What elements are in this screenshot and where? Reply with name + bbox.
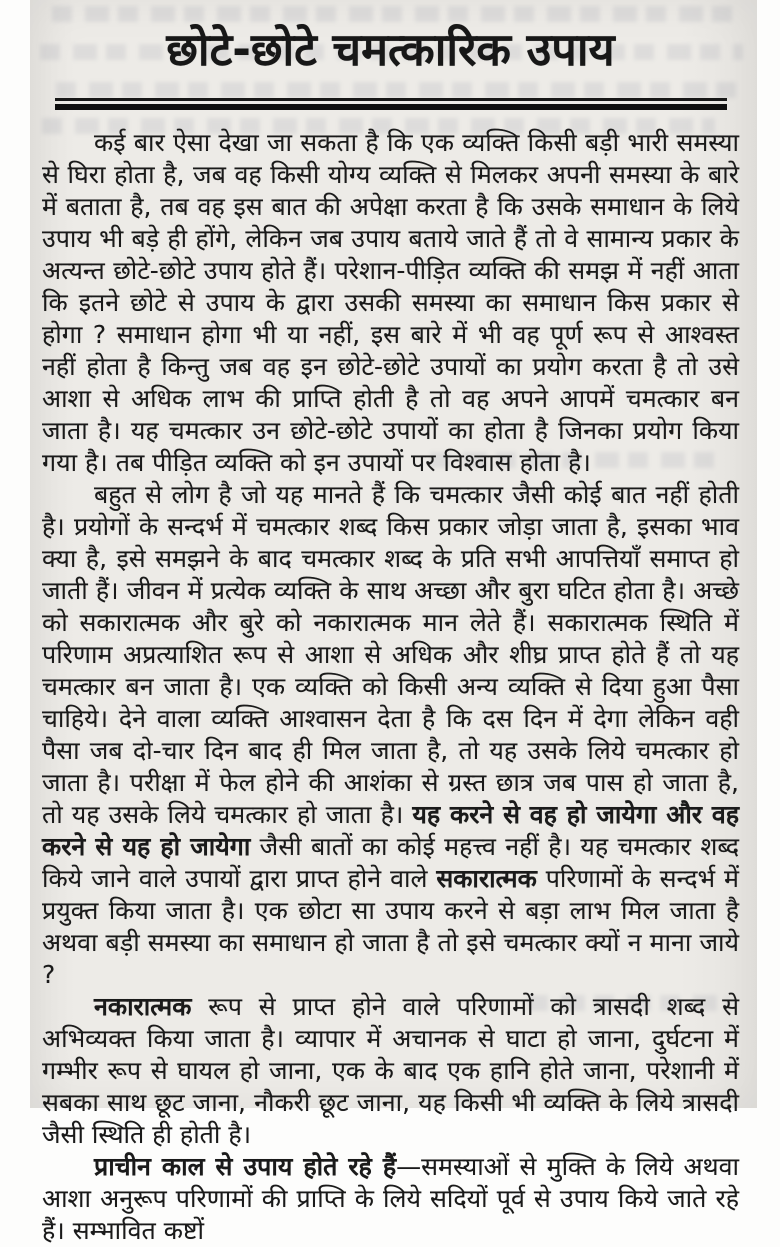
bleedthrough-ghost-line bbox=[56, 82, 739, 98]
bold-text-segment: नकारात्मक bbox=[94, 992, 192, 1021]
paragraph bbox=[42, 991, 739, 1151]
text-segment: कई बार ऐसा देखा जा सकता है कि एक व्यक्ति किसी बड़ी भारी समस्या से घिरा होता है, जब वह किसी योग्य व्यक्ति से मिलकर अपनी समस्या के बारे में बताता है, तब वह इस बात की अपेक्षा करता है कि उसके समाधान के लिये उपाय भी बड़े ही होंगे, लेकिन जब उपाय बताये जाते हैं तो वे सामान्य प्रकार के अत्यन्त छोटे-छोटे उपाय होते हैं। परेशान-पीड़ित व्यक्ति की समझ में नहीं आता कि इतने छोटे से उपाय के द्वारा उसकी समस्या का समाधान किस प्रकार से होगा ? समाधान होगा भी या नहीं, इस बारे में भी वह पूर्ण रूप से आश्वस्त नहीं होता है किन्तु जब वह इन छोटे-छोटे उपायों का प्रयोग करता है तो उसे आशा से अधिक लाभ की प्राप्ति होती है तो वह अपने आपमें चमत्कार बन जाता है। यह चमत्कार उन छोटे-छोटे उपायों का होता है जिनका प्रयोग किया गया है। तब पीड़ित व्यक्ति को इन उपायों पर विश्वास होता है। bbox=[42, 128, 739, 477]
book-page bbox=[30, 0, 757, 1245]
text-segment: परिणामों के सन्दर्भ में प्रयुक्त किया जाता है। एक छोटा सा उपाय करने से बड़ा लाभ मिल जाता है अथवा बड़ी समस्या का समाधान हो जाता है तो इसे चमत्कार क्यों न माना जाये ? bbox=[42, 864, 739, 989]
page-title: छोटे-छोटे चमत्कारिक उपाय bbox=[166, 23, 615, 76]
text-segment: रूप से प्राप्त होने वाले परिणामों को त्रासदी शब्द से अभिव्यक्त किया जाता है। व्यापार में अचानक से घाटा हो जाना, दुर्घटना में गम्भीर रूप से घायल हो जाना, एक के बाद एक हानि होते जाना, परेशानी में सबका साथ छूट जाना, नौकरी छूट जाना, यह किसी भी व्यक्ति के लिये त्रासदी जैसी स्थिति ही होती है। bbox=[42, 992, 739, 1149]
paragraph bbox=[42, 127, 739, 479]
bold-text-segment: यह करने से वह हो जायेगा और वह करने से यह हो जायेगा bbox=[42, 800, 739, 861]
bold-text-segment: प्राचीन काल से उपाय होते रहे हैं bbox=[94, 1152, 397, 1181]
paragraph bbox=[42, 1151, 739, 1247]
text-segment: जैसी बातों का कोई महत्त्व नहीं है। यह चमत्कार शब्द किये जाने वाले उपायों द्वारा प्राप्त होने वाले bbox=[42, 832, 739, 893]
bold-text-segment: सकारात्मक bbox=[436, 864, 537, 893]
text-segment: —समस्याओं से मुक्ति के लिये अथवा आशा अनुरूप परिणामों की प्राप्ति के लिये सदियों पूर्व से उपाय किये जाते रहे हैं। सम्भावित कष्टों bbox=[42, 1152, 740, 1245]
text-segment: बहुत से लोग है जो यह मानते हैं कि चमत्कार जैसी कोई बात नहीं होती है। प्रयोगों के सन्दर्भ में चमत्कार शब्द किस प्रकार जोड़ा जाता है, इसका भाव क्या है, इसे समझने के बाद चमत्कार शब्द के प्रति सभी आपत्तियाँ समाप्त हो जाती हैं। जीवन में प्रत्येक व्यक्ति के साथ अच्छा और बुरा घटित होता है। अच्छे को सकारात्मक और बुरे को नकारात्मक मान लेते हैं। सकारात्मक स्थिति में परिणाम अप्रत्याशित रूप से आशा से अधिक और शीघ्र प्राप्त होते हैं तो यह चमत्कार बन जाता है। एक व्यक्ति को किसी अन्य व्यक्ति से दिया हुआ पैसा चाहिये। देने वाला व्यक्ति आश्वासन देता है कि दस दिन में देगा लेकिन वही पैसा जब दो-चार दिन बाद ही मिल जाता है, तो यह उसके लिये चमत्कार हो जाता है। परीक्षा में फेल होने की आशंका से ग्रस्त छात्र जब पास हो जाता है, तो यह उसके लिये चमत्कार हो जाता है। bbox=[42, 480, 739, 829]
paragraph bbox=[42, 479, 739, 991]
title-divider-rule bbox=[55, 98, 727, 110]
body-text bbox=[42, 127, 739, 1247]
